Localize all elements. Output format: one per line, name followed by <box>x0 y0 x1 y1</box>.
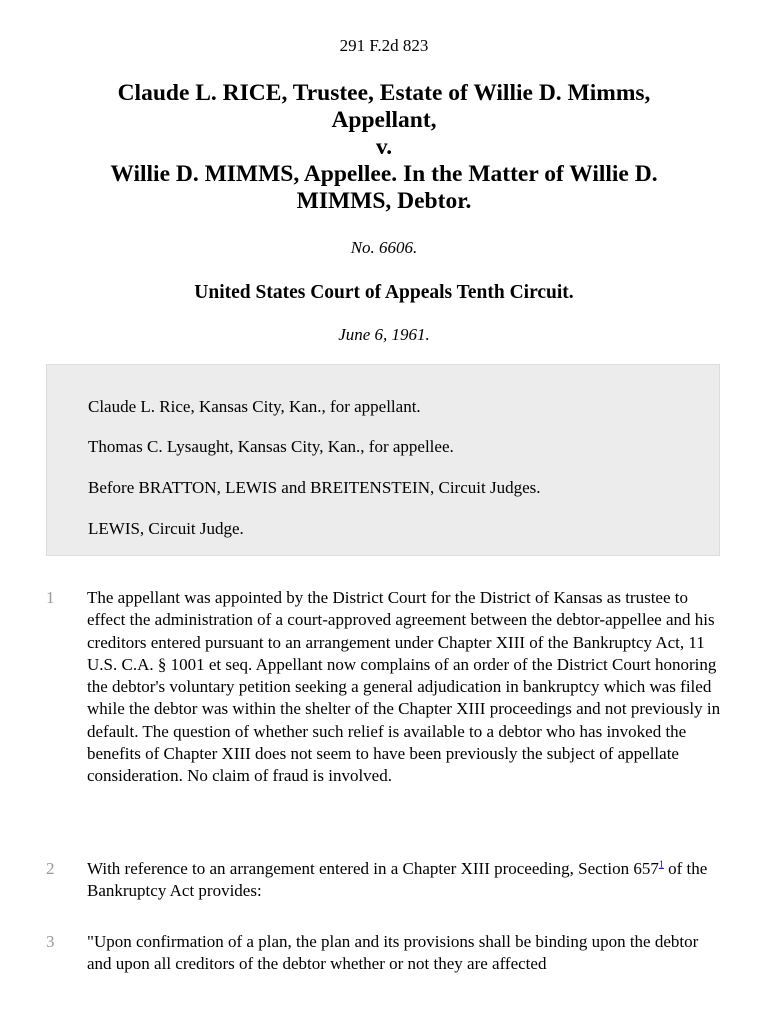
case-title-line: Appellant, <box>331 107 437 133</box>
case-title-line: Claude L. RICE, Trustee, Estate of Willie D. Mimms, <box>117 80 651 106</box>
paragraph-text-start: With reference to an arrangement entered in a Chapter XIII proceeding, Section 657 <box>87 859 659 878</box>
opinion-author: LEWIS, Circuit Judge. <box>88 519 244 538</box>
case-title-line: v. <box>375 134 393 160</box>
paragraph-text: The appellant was appointed by the District Court for the District of Kansas as trustee to effect the administration of a court-approved agreement between the debtor-appellee and his creditors entered pursuant to an arrangement under Chapter XIII of the Bankruptcy Act, 11 U.S. C.A. § 1001 et seq. Appellant now complains of an order of the District Court honoring the debtor's voluntary petition seeking a general adjudication in bankruptcy which was filed while the debtor was within the shelter of the Chapter XIII proceedings and not previously in default. The question of whether such relief is available to a debtor who has invoked the benefits of Chapter XIII does not seem to have been previously the subject of appellate consideration. No claim of fraud is involved. <box>87 588 721 786</box>
case-header-box <box>46 364 720 556</box>
appellee-counsel: Thomas C. Lysaught, Kansas City, Kan., for appellee. <box>88 437 454 456</box>
paragraph-number: 2 <box>46 859 55 878</box>
court-name: United States Court of Appeals Tenth Circuit. <box>194 282 574 303</box>
paragraph-text-end: of the Bankruptcy Act provides: <box>87 859 708 901</box>
case-title-line: Willie D. MIMMS, Appellee. In the Matter of Willie D. <box>110 161 658 187</box>
decision-date: June 6, 1961. <box>338 325 430 344</box>
docket-number: No. 6606. <box>350 238 418 257</box>
paragraph-number: 3 <box>46 932 55 951</box>
case-title <box>60 80 708 215</box>
footnote-link[interactable]: 1 <box>658 859 664 871</box>
case-title-line: MIMMS, Debtor. <box>296 188 472 214</box>
appellant-counsel: Claude L. Rice, Kansas City, Kan., for appellant. <box>88 397 421 416</box>
case-citation: 291 F.2d 823 <box>339 36 429 55</box>
paragraph-text <box>87 858 727 903</box>
paragraph-text: "Upon confirmation of a plan, the plan and its provisions shall be binding upon the debtor and upon all creditors of the debtor whether or not they are affected <box>87 932 699 974</box>
judges-panel: Before BRATTON, LEWIS and BREITENSTEIN, Circuit Judges. <box>88 478 541 497</box>
paragraph-number: 1 <box>46 588 55 607</box>
